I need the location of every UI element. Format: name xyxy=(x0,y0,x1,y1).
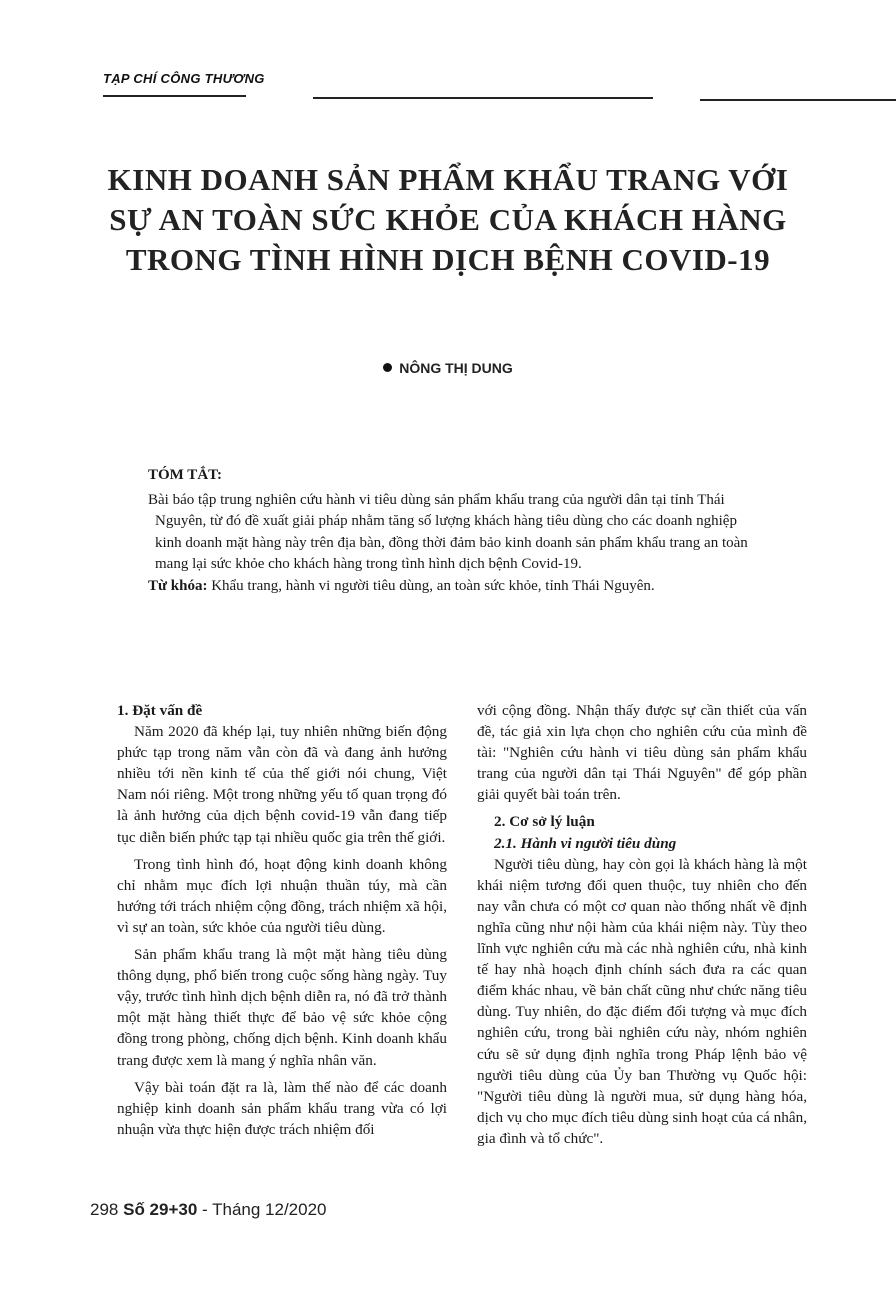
paragraph: Vậy bài toán đặt ra là, làm thế nào để các doanh nghiệp kinh doanh sản phẩm khẩu trang vừa có lợi nhuận vừa thực hiện được trách nhiệm đối xyxy=(117,1078,447,1138)
abstract-heading: TÓM TẮT: xyxy=(148,467,223,483)
title-line-3: TRONG TÌNH HÌNH DỊCH BỆNH COVID-19 xyxy=(125,242,771,277)
author-name: NÔNG THỊ DUNG xyxy=(399,360,513,376)
keywords xyxy=(148,576,760,598)
header-rule-middle xyxy=(313,97,653,99)
paragraph: Trong tình hình đó, hoạt động kinh doanh không chỉ nhằm mục đích lợi nhuận thuần túy, mà cần hướng tới trách nhiệm cộng đồng, trách nhiệm xã hội, vì sự an toàn, sức khỏe của người tiêu dùng. xyxy=(117,855,447,936)
keywords-text: Khẩu trang, hành vi người tiêu dùng, an toàn sức khỏe, tỉnh Thái Nguyên. xyxy=(207,577,655,594)
author-line xyxy=(0,360,896,376)
paragraph: Năm 2020 đã khép lại, tuy nhiên những biến động phức tạp trong năm vẫn còn đã và đang ảnh hưởng nhiều tới nền kinh tế của thế giới nói chung, Việt Nam nói riêng. Một trong những yếu tố quan trọng đó là ảnh hưởng của dịch bệnh covid-19 vẫn đang tiếp tục diễn biến phức tạp tại nhiều quốc gia trên thế giới. xyxy=(117,723,447,846)
abstract-text: Bài báo tập trung nghiên cứu hành vi tiêu dùng sản phẩm khẩu trang của người dân tại tỉnh Thái Nguyên, từ đó đề xuất giải pháp nhằm tăng số lượng khách hàng tiêu dùng cho các doanh nghiệp kinh doanh mặt hàng này trên địa bàn, đồng thời đảm bảo kinh doanh sản phẩm khẩu trang an toàn mang lại sức khỏe cho khách hàng trong tình hình dịch bệnh Covid-19. xyxy=(148,491,748,572)
title-line-2: SỰ AN TOÀN SỨC KHỎE CỦA KHÁCH HÀNG xyxy=(109,202,787,237)
page-number: 298 xyxy=(90,1200,119,1219)
journal-name: TẠP CHÍ CÔNG THƯƠNG xyxy=(103,71,265,86)
paragraph-continued: với cộng đồng. Nhận thấy được sự cần thiết của vấn đề, tác giả xin lựa chọn cho nghiên cứu của mình đề tài: "Nghiên cứu hành vi tiêu dùng sản phẩm khẩu trang của người dân tại Thái Nguyên" để góp phần giải quyết bài toán trên. xyxy=(477,702,807,804)
body-column-left xyxy=(117,700,447,1146)
header-rule-left xyxy=(103,95,246,97)
subsection-2-1-heading: 2.1. Hành vi người tiêu dùng xyxy=(494,834,677,852)
bullet-icon xyxy=(383,363,392,372)
issue-date: - Tháng 12/2020 xyxy=(197,1200,327,1219)
abstract-block xyxy=(148,465,760,597)
paragraph: Sản phẩm khẩu trang là một mặt hàng tiêu dùng thông dụng, phổ biến trong cuộc sống hàng ngày. Tuy vậy, trước tình hình dịch bệnh diễn ra, nó đã trở thành một mặt hàng thiết thực để bảo vệ sức khỏe cộng đồng trong phòng, chống dịch bệnh. Kinh doanh khẩu trang được xem là mang ý nghĩa nhân văn. xyxy=(117,946,447,1069)
section-1-heading: 1. Đặt vấn đề xyxy=(117,702,203,719)
keywords-label: Từ khóa: xyxy=(148,577,208,594)
page-footer xyxy=(90,1200,327,1220)
section-2-heading: 2. Cơ sở lý luận xyxy=(494,813,595,831)
article-title xyxy=(60,160,836,280)
issue-number: Số 29+30 xyxy=(123,1200,198,1219)
body-column-right xyxy=(477,700,807,1155)
paragraph: Người tiêu dùng, hay còn gọi là khách hàng là một khái niệm tương đối quen thuộc, tuy nhiên cho đến nay vẫn chưa có một cơ quan nào thống nhất về định nghĩa cũng như nội hàm của khái niệm này. Tùy theo lĩnh vực nghiên cứu mà các nhà nghiên cứu, nhà kinh tế hay nhà hoạch định chính sách đưa ra các quan điểm khác nhau, về bản chất cũng như chức năng tiêu dùng. Tuy nhiên, do đặc điểm đối tượng và mục đích nghiên cứu, trong bài nghiên cứu này, nhóm nghiên cứu sẽ sử dụng định nghĩa trong Pháp lệnh bảo vệ người tiêu dùng của Ủy ban Thường vụ Quốc hội: "Người tiêu dùng là người mua, sử dụng hàng hóa, dịch vụ cho mục đích tiêu dùng sinh hoạt của cá nhân, gia đình và tổ chức". xyxy=(477,855,807,1147)
header-rule-right xyxy=(700,99,896,101)
title-line-1: KINH DOANH SẢN PHẨM KHẨU TRANG VỚI xyxy=(107,162,789,197)
